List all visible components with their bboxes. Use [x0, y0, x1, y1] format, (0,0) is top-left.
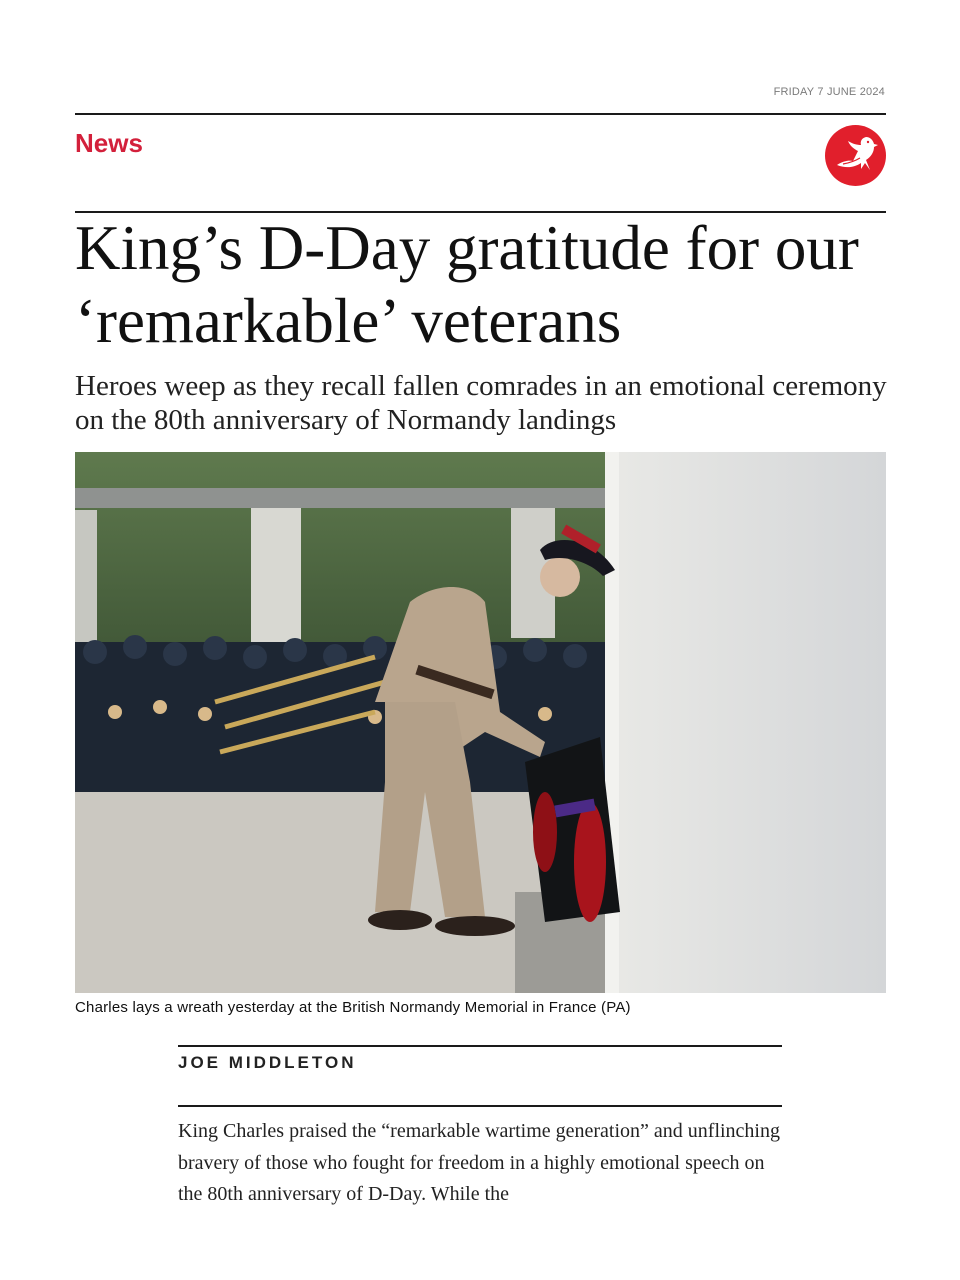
publication-date: FRIDAY 7 JUNE 2024	[773, 86, 885, 98]
section-label[interactable]: News	[75, 128, 143, 158]
eagle-icon[interactable]	[825, 125, 886, 186]
article-body: King Charles praised the “remarkable wartime generation” and unflinching bravery of those who fought for freedom in a highly emotional speech on the 80th anniversary of D-Day. While the	[178, 1120, 780, 1205]
photo-caption: Charles lays a wreath yesterday at the British Normandy Memorial in France (PA)	[75, 999, 631, 1016]
article-headline: King’s D-Day gratitude for our ‘remarkable’ veterans	[75, 213, 859, 356]
article-photo	[75, 452, 886, 993]
author-byline[interactable]: JOE MIDDLETON	[178, 1053, 357, 1072]
article-standfirst: Heroes weep as they recall fallen comrades in an emotional ceremony on the 80th anniversary of Normandy landings	[75, 370, 887, 436]
byline-rule-top	[178, 1045, 782, 1047]
byline-rule-bottom	[178, 1105, 782, 1107]
masthead-rule	[75, 113, 886, 115]
